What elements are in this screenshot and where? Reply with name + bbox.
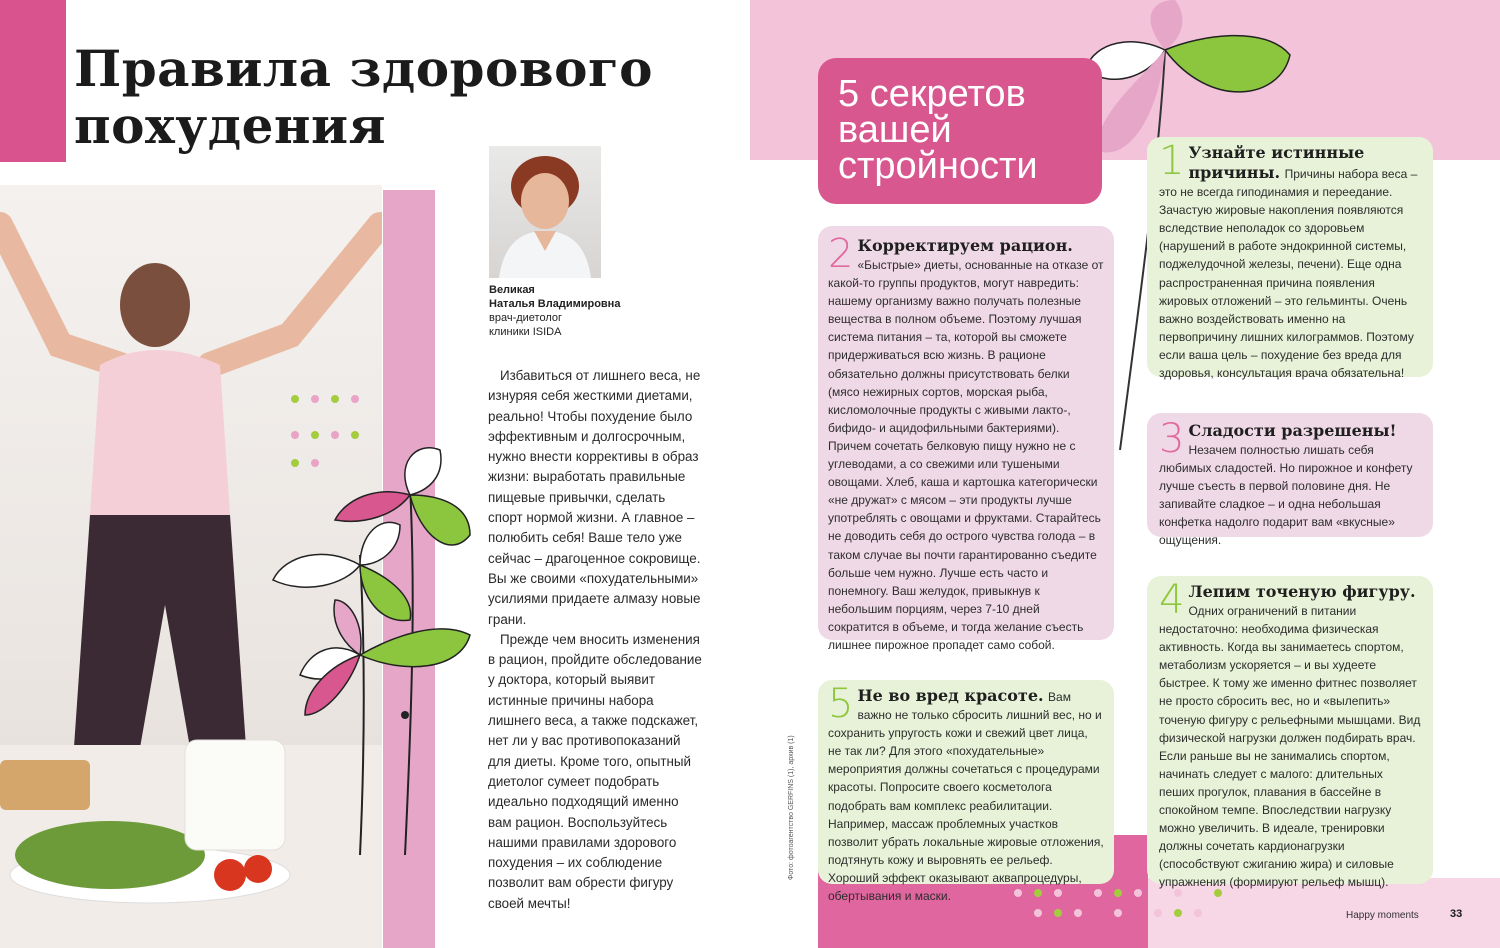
secret-body-3: Незачем полностью лишать себя любимых сладостей. Но пирожное и конфету лучше съесть в первой половине дня. Не запивайте сладкое – и одна небольшая конфетка надолго подарит вам «вкусные» ощущения. <box>1159 443 1413 548</box>
secret-number-5: 5 <box>828 681 854 727</box>
secret-body-1: Причины набора веса – это не всегда гиподинамия и переедание. Зачастую жировые накопления появляются вследствие неполадок со здоровьем (нарушений в работе эндокринной системы, поджелудочной железы, печени). Еще одна распространенная причина появления жировых отложений – это гельминты. Очень важно воздействовать именно на первопричину лишних килограммов. Поэтому если ваша цель – похудение без вреда для здоровья, консультация врача обязательна! <box>1159 167 1418 381</box>
flower-illustration <box>265 385 495 855</box>
expert-surname: Великая <box>489 284 535 296</box>
intro-paragraph-1: Избавиться от лишнего веса, не изнуряя себя жесткими диетами, реально! Чтобы похудение было эффективным и долгосрочным, нужно внести коррективы в образ жизни: выработать правильные пищевые привычки, сделать спорт нормой жизни. А главное – полюбить себя! Ваше тело уже сейчас – драгоценное сокровище. Вы же своими «похудательными» усилиями придаете алмазу новые грани. <box>488 368 701 627</box>
expert-portrait <box>489 146 601 278</box>
secret-body-4: Одних ограничений в питании недостаточно: необходима физическая активность. Когда вы занимаетесь спортом, метаболизм ускоряется – и вы худеете быстрее. К тому же именно фитнес позволяет не просто сбросить вес, но и «вылепить» точеную фигуру с рельефными мышцами. Вид физической нагрузки должен подбирать врач. Если раньше вы не занимались спортом, начинать следует с малого: длительных пеших прогулок, плавания в бассейне в спокойном темпе. Впоследствии нагрузку можно увеличить. В идеале, тренировки должны сочетать кардионагрузки (способствуют сжиганию жира) и силовые упражнения (формируют рельеф мышц). <box>1159 604 1421 890</box>
expert-caption <box>489 283 620 339</box>
footer-brand: Happy moments <box>1346 910 1419 921</box>
secret-card-2 <box>818 226 1114 652</box>
secret-heading-4: Лепим точеную фигуру. <box>1188 582 1416 601</box>
expert-role: врач-диетолог <box>489 312 563 324</box>
photo-credit: Фото: фотоагентство GERFINS (1), архив (1) <box>788 735 795 880</box>
badge-line-1: 5 секретов <box>838 73 1026 115</box>
decorative-dots <box>1010 885 1260 935</box>
secret-number-4: 4 <box>1159 577 1185 623</box>
secret-card-5 <box>818 680 1114 904</box>
secret-number-1: 1 <box>1159 138 1185 184</box>
title-line-1: Правила здорового <box>74 39 653 98</box>
secret-heading-2: Корректируем рацион. <box>857 236 1073 255</box>
secret-heading-3: Сладости разрешены! <box>1188 421 1397 440</box>
secret-card-4 <box>1147 576 1433 890</box>
left-pink-block <box>0 0 66 162</box>
secrets-badge-text <box>838 73 1038 187</box>
intro-text <box>488 366 702 914</box>
secret-body-5: Вам важно не только сбросить лишний вес, но и сохранить упругость кожи и свежий цвет лица, не так ли? Для этого «похудательные» мероприятия должны сочетаться с процедурами красоты. Попросите своего косметолога подобрать вам комплекс реабилитации. Например, массаж проблемных участков позволит убрать локальные жировые отложения, подтянуть кожу и выровнять ее рельеф. Хороший эффект оказывают аквапроцедуры, обертывания и маски. <box>828 690 1104 904</box>
expert-clinic: клиники ISIDA <box>489 326 562 338</box>
title-line-2: похудения <box>74 96 387 155</box>
intro-paragraph-2: Прежде чем вносить изменения в рацион, пройдите обследование у доктора, который выявит истинные причины набора лишнего веса, а также подскажет, нет ли у вас противопоказаний для диеты. Кроме того, опытный диетолог сумеет подобрать идеально подходящий именно вам рацион. Воспользуйтесь нашими правилами здорового похудения – их соблюдение позволит вам обрести фигуру своей мечты! <box>488 631 702 911</box>
page-number: 33 <box>1450 908 1463 920</box>
secret-card-3 <box>1147 413 1433 548</box>
badge-line-3: стройности <box>838 145 1038 187</box>
page-title <box>74 40 653 154</box>
secret-card-1 <box>1147 137 1433 381</box>
secret-body-2: «Быстрые» диеты, основанные на отказе от какой-то группы продуктов, могут навредить: нашему организму важно получать полезные вещества в полном объеме. Поэтому лучшая система питания – та, которой вы сможете придерживаться всю жизнь. В рационе обязательно должны присутствовать белки (мясо нежирных сортов, морская рыба, кисломолочные продукты с живыми лакто-, бифидо- и ацидофильными бактериями). Причем сочетать белковую пищу нужно не с углеводами, а со свежими или тушеными овощами. Хлеб, каша и картошка категорически «не дружат» с мясом – эти продукты лучше употреблять с овощами и фруктами. Старайтесь не доводить себя до острого чувства голода – в таком случае вы почти гарантированно съедите больше чем нужно. Лучше есть часто и понемногу. Ваш желудок, привыкнув к небольшим порциям, через 7-10 дней сократится в объеме, и тогда желание съесть лишнее пирожное пропадет само собой. <box>828 258 1104 652</box>
badge-line-2: вашей <box>838 109 952 151</box>
secret-heading-5: Не во вред красоте. <box>857 686 1044 705</box>
expert-name: Наталья Владимировна <box>489 298 621 310</box>
secret-number-3: 3 <box>1159 416 1185 462</box>
secret-number-2: 2 <box>828 231 854 277</box>
secret-heading-1: Узнайте истинные причины. <box>1188 143 1365 182</box>
